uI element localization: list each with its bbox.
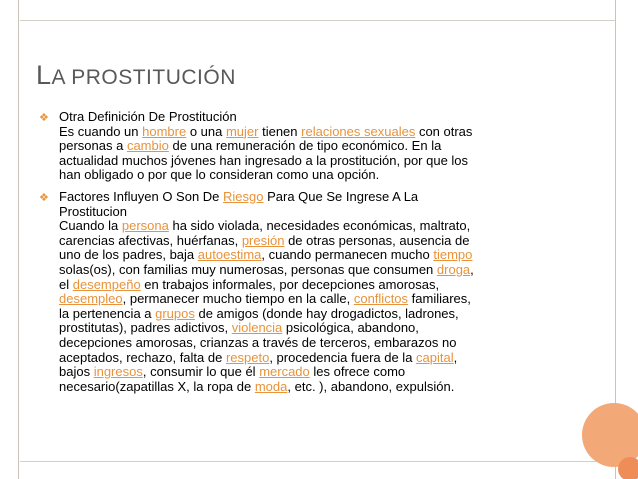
text-segment: ,: [470, 261, 474, 277]
keyword-link[interactable]: tiempo: [433, 247, 473, 263]
keyword-link[interactable]: violencia: [231, 320, 283, 336]
keyword-link[interactable]: persona: [121, 218, 169, 234]
keyword-link[interactable]: conflictos: [353, 291, 409, 307]
keyword-link[interactable]: droga: [436, 261, 471, 277]
text-segment: Para Que Se Ingrese A La: [263, 188, 419, 204]
text-segment: Es cuando un: [59, 123, 143, 139]
text-segment: , procedencia fuera de la: [269, 349, 417, 365]
keyword-link[interactable]: ingresos: [93, 364, 143, 380]
text-line: [59, 292, 599, 307]
keyword-link[interactable]: cambio: [126, 138, 169, 154]
text-segment: ,: [453, 349, 458, 365]
text-segment: decepciones amorosas, crianzas a través de terceros, embarazos no: [59, 334, 457, 350]
slide-rule-top: [20, 20, 615, 21]
text-segment: de amigos (donde hay drogadictos, ladrones,: [194, 305, 459, 321]
text-segment: aceptados, rechazo, falta de: [59, 349, 226, 365]
text-segment: han obligado o por que lo consideran como una opción.: [59, 167, 380, 183]
text-segment: personas a: [59, 138, 127, 154]
text-segment: o una: [186, 123, 226, 139]
text-line: [59, 278, 599, 293]
text-line: [59, 219, 599, 234]
text-line: [59, 307, 599, 322]
text-segment: , cuando permanecen mucho: [261, 247, 434, 263]
text-line: [59, 234, 599, 249]
text-segment: necesario(zapatillas X, la ropa de: [59, 378, 255, 394]
keyword-link[interactable]: desempleo: [59, 291, 123, 307]
keyword-link[interactable]: mercado: [259, 364, 310, 380]
text-line: [59, 248, 599, 263]
bullet-item: [39, 110, 599, 183]
text-segment: la pertenencia a: [59, 305, 156, 321]
slide-title: [36, 60, 236, 91]
text-segment: de una remuneración de tipo económico. En la: [168, 138, 442, 154]
text-segment: , consumir lo que él: [142, 364, 260, 380]
keyword-link[interactable]: capital: [416, 349, 454, 365]
text-segment: prostitutas), padres adictivos,: [59, 320, 232, 336]
keyword-link[interactable]: relaciones sexuales: [301, 123, 416, 139]
text-line: [59, 351, 599, 366]
text-line: [59, 190, 599, 205]
keyword-link[interactable]: mujer: [225, 123, 259, 139]
text-line: [59, 263, 599, 278]
text-segment: familiares,: [408, 291, 471, 307]
text-segment: el: [59, 276, 73, 292]
text-line: [59, 336, 599, 351]
slide-rule-bottom: [20, 461, 615, 462]
bullet-item: [39, 190, 599, 394]
keyword-link[interactable]: desempeño: [72, 276, 141, 292]
text-segment: psicológica, abandono,: [282, 320, 419, 336]
text-line: [59, 380, 599, 395]
keyword-link[interactable]: hombre: [142, 123, 187, 139]
text-segment: en trabajos informales, por decepciones amorosas,: [140, 276, 440, 292]
text-segment: Otra Definición De Prostitución: [59, 109, 237, 124]
text-segment: con otras: [415, 123, 473, 139]
text-segment: Factores Influyen O Son De: [59, 188, 224, 204]
text-segment: uno de los padres, baja: [59, 247, 198, 263]
text-segment: bajos: [59, 364, 94, 380]
text-line: [59, 205, 599, 220]
keyword-link[interactable]: autoestima: [197, 247, 262, 263]
decorative-circles: [568, 389, 638, 479]
keyword-link[interactable]: respeto: [225, 349, 270, 365]
text-line: [59, 321, 599, 336]
text-line: [59, 110, 599, 125]
slide-border-left: [18, 0, 19, 479]
text-segment: solas(os), con familias muy numerosas, personas que consumen: [59, 261, 437, 277]
keyword-link[interactable]: moda: [254, 378, 288, 394]
text-line: [59, 139, 599, 154]
text-segment: ha sido violada, necesidades económicas, maltrato,: [168, 218, 471, 234]
text-segment: actualidad muchos jóvenes han ingresado a la prostitución, por que los: [59, 152, 469, 168]
slide-content: [39, 110, 599, 401]
diamond-bullet-icon: ❖: [39, 190, 49, 204]
text-segment: carencias afectivas, huérfanas,: [59, 232, 242, 248]
keyword-link[interactable]: presión: [241, 232, 285, 248]
title-rest: A PROSTITUCIÓN: [51, 66, 236, 89]
text-line: [59, 154, 599, 169]
text-segment: tienen: [258, 123, 302, 139]
text-segment: Cuando la: [59, 218, 122, 234]
text-segment: les ofrece como: [309, 364, 406, 380]
text-segment: de otras personas, ausencia de: [284, 232, 470, 248]
text-line: [59, 168, 599, 183]
text-segment: , permanecer mucho tiempo en la calle,: [122, 291, 354, 307]
text-segment: Prostitucion: [59, 203, 127, 219]
diamond-bullet-icon: ❖: [39, 111, 49, 124]
keyword-link[interactable]: Riesgo: [223, 188, 264, 204]
text-line: [59, 125, 599, 140]
text-line: [59, 365, 599, 380]
title-initial: L: [36, 60, 52, 90]
text-segment: , etc. ), abandono, expulsión.: [287, 378, 455, 394]
keyword-link[interactable]: grupos: [155, 305, 195, 321]
